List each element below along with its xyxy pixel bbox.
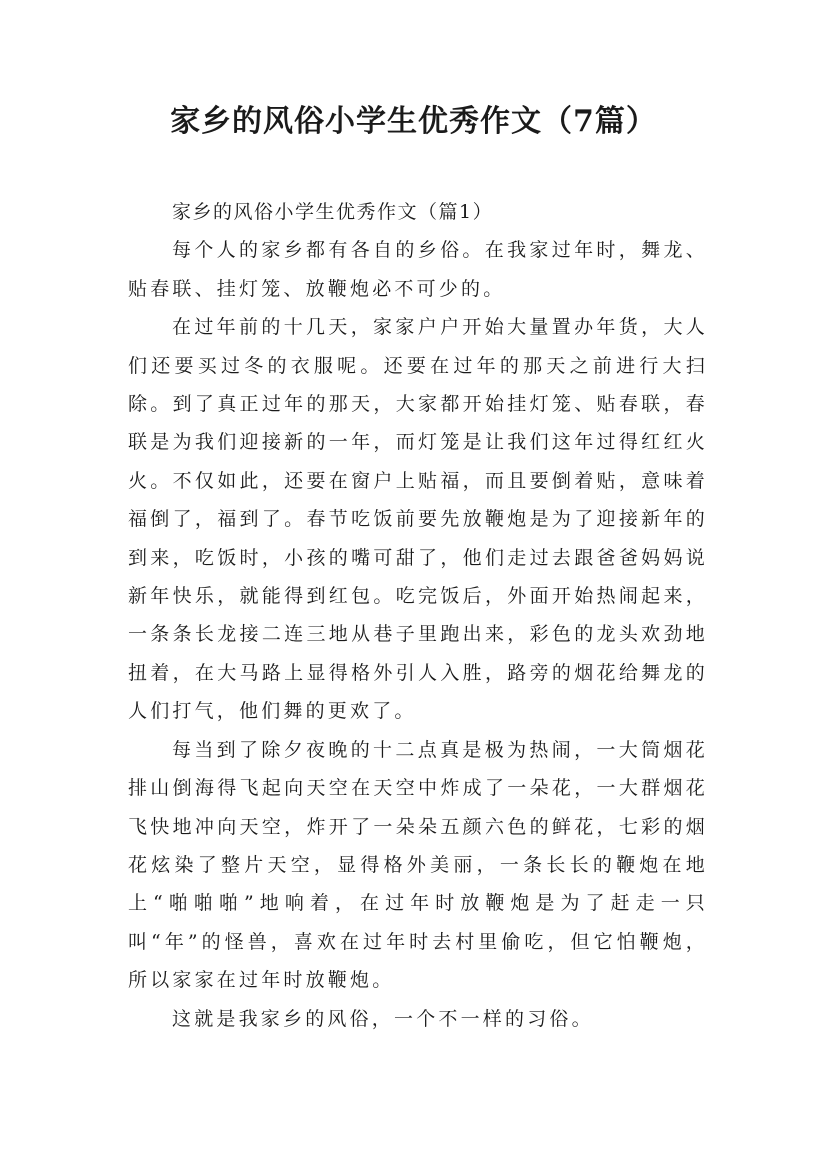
paragraph-2: 在过年前的十几天，家家户户开始大量置办年货，大人们还要买过冬的衣服呢。还要在过年的那天之前进行大扫除。到了真正过年的那天，大家都开始挂灯笼、贴春联，春联是为我们迎接新的一年，而灯笼是让我们这年过得红红火火。不仅如此，还要在窗户上贴福，而且要倒着贴，意味着福倒了，福到了。春节吃饭前要先放鞭炮是为了迎接新年的到来，吃饭时，小孩的嘴可甜了，他们走过去跟爸爸妈妈说新年快乐，就能得到红包。吃完饭后，外面开始热闹起来，一条条长龙接二连三地从巷子里跑出来，彩色的龙头欢劲地扭着，在大马路上显得格外引人入胜，路旁的烟花给舞龙的人们打气，他们舞的更欢了。: [128, 316, 708, 723]
document-body: [128, 193, 708, 1038]
paragraph-3: 每当到了除夕夜晚的十二点真是极为热闹，一大筒烟花排山倒海得飞起向天空在天空中炸成了一朵花，一大群烟花飞快地冲向天空，炸开了一朵朵五颜六色的鲜花，七彩的烟花炫染了整片天空，显得格外美丽，一条长长的鞭炮在地上“啪啪啪”地响着，在过年时放鞭炮是为了赶走一只叫“年”的怪兽，喜欢在过年时去村里偷吃，但它怕鞭炮，所以家家在过年时放鞭炮。: [128, 738, 708, 992]
paragraph-4: 这就是我家乡的风俗，一个不一样的习俗。: [172, 1007, 594, 1030]
essay-heading: 家乡的风俗小学生优秀作文（篇1）: [172, 201, 494, 223]
document-title: 家乡的风俗小学生优秀作文（7篇）: [170, 104, 657, 139]
paragraph-1: 每个人的家乡都有各自的乡俗。在我家过年时，舞龙、贴春联、挂灯笼、放鞭炮必不可少的。: [128, 239, 708, 300]
